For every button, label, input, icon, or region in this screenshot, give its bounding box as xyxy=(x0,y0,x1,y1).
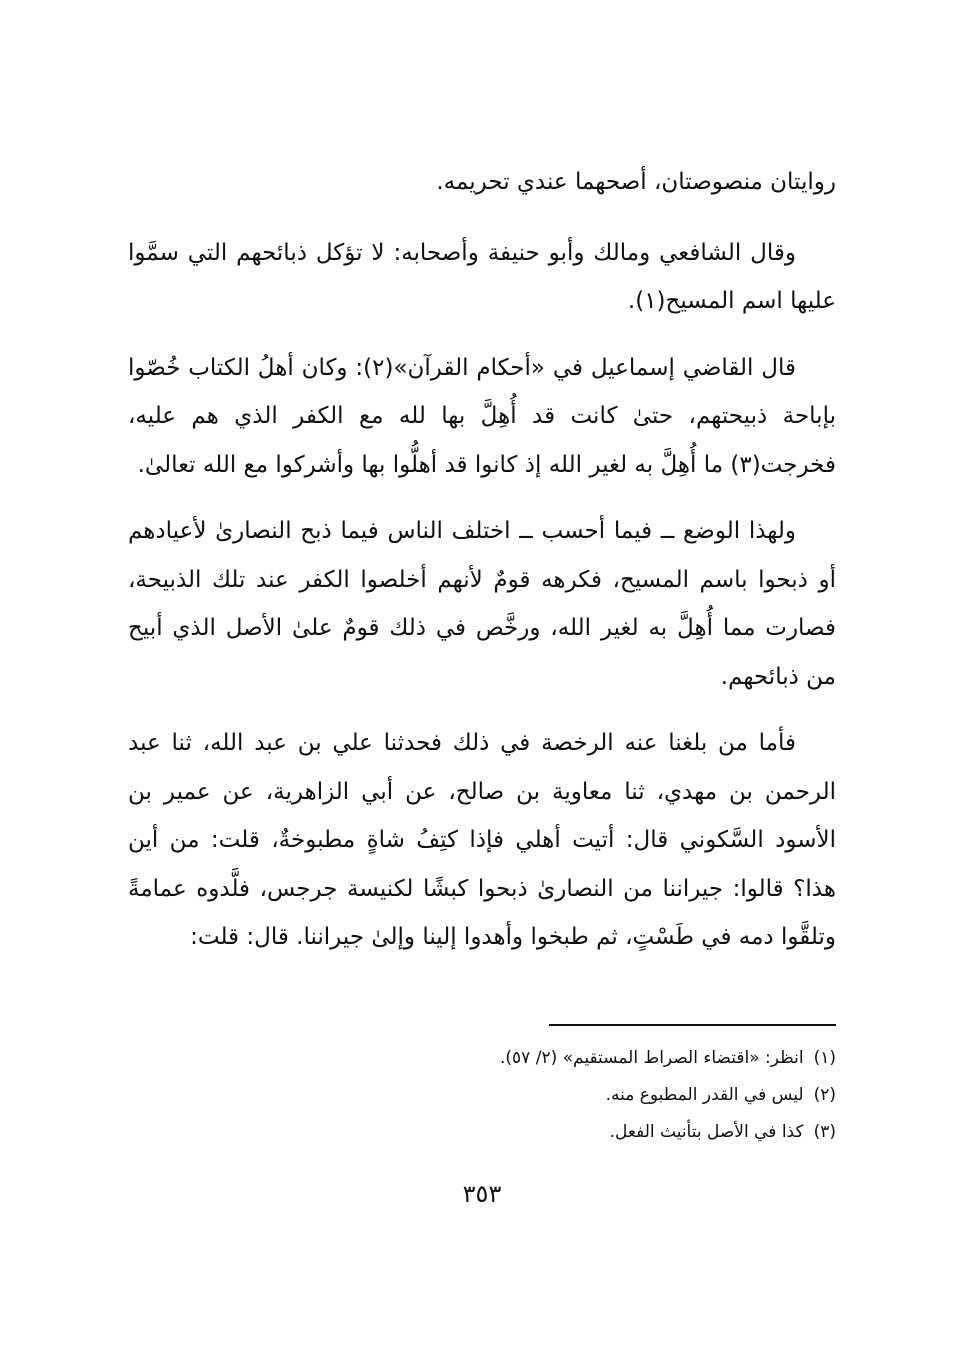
paragraph-3: قال القاضي إسماعيل في «أحكام القرآن»(٢): وكان أهلُ الكتاب خُصّوا بإباحة ذبيحتهم، حتىٰ كانت قد أُهِلَّ بها لله مع الكفر الذي هم عليه، فخرجت(٣) ما أُهِلَّ به لغير الله إذ كانوا قد أهلُّوا بها وأشركوا مع الله تعالىٰ. xyxy=(128,354,836,478)
paragraph-1: روايتان منصوصتان، أصحهما عندي تحريمه. xyxy=(436,169,836,195)
footnote-1 xyxy=(128,1040,836,1077)
footnote-number: (١) xyxy=(813,1048,836,1068)
footnote-text: كذا في الأصل بتأنيث الفعل. xyxy=(609,1122,804,1142)
footnote-2 xyxy=(128,1077,836,1114)
footnote-separator xyxy=(549,1024,836,1026)
footnote-number: (٣) xyxy=(813,1122,836,1142)
page-number: ٣٥٣ xyxy=(462,1180,502,1208)
main-text xyxy=(128,158,836,980)
footnote-text: ليس في القدر المطبوع منه. xyxy=(605,1085,804,1105)
paragraph-4: ولهذا الوضع ــ فيما أحسب ــ اختلف الناس فيما ذبح النصارىٰ لأعيادهم أو ذبحوا باسم المسيح، فكرهه قومٌ لأنهم أخلصوا الكفر عند تلك الذبيحة، فصارت مما أُهِلَّ به لغير الله، ورخَّص في ذلك قومٌ علىٰ الأصل الذي أبيح من ذبائحهم. xyxy=(128,518,836,690)
footnote-number: (٢) xyxy=(813,1085,836,1105)
footnote-3 xyxy=(128,1114,836,1151)
paragraph-5: فأما من بلغنا عنه الرخصة في ذلك فحدثنا علي بن عبد الله، ثنا عبد الرحمن بن مهدي، ثنا معاوية بن صالح، عن أبي الزاهرية، عن عمير بن الأسود السَّكوني قال: أتيت أهلي فإذا كتِفُ شاةٍ مطبوخةٌ، قلت: من أين هذا؟ قالوا: جيراننا من النصارىٰ ذبحوا كبشًا لكنيسة جرجس، فلَّدوه عمامةً وتلقَّوا دمه في طَسْتٍ، ثم طبخوا وأهدوا إلينا وإلىٰ جيراننا. قال: قلت: xyxy=(128,730,836,950)
footnotes xyxy=(128,1040,836,1151)
paragraph-2: وقال الشافعي ومالك وأبو حنيفة وأصحابه: لا تؤكل ذبائحهم التي سمَّوا عليها اسم المسيح(١). xyxy=(128,239,836,314)
footnote-text: انظر: «اقتضاء الصراط المستقيم» (٢/ ٥٧). xyxy=(499,1048,804,1068)
